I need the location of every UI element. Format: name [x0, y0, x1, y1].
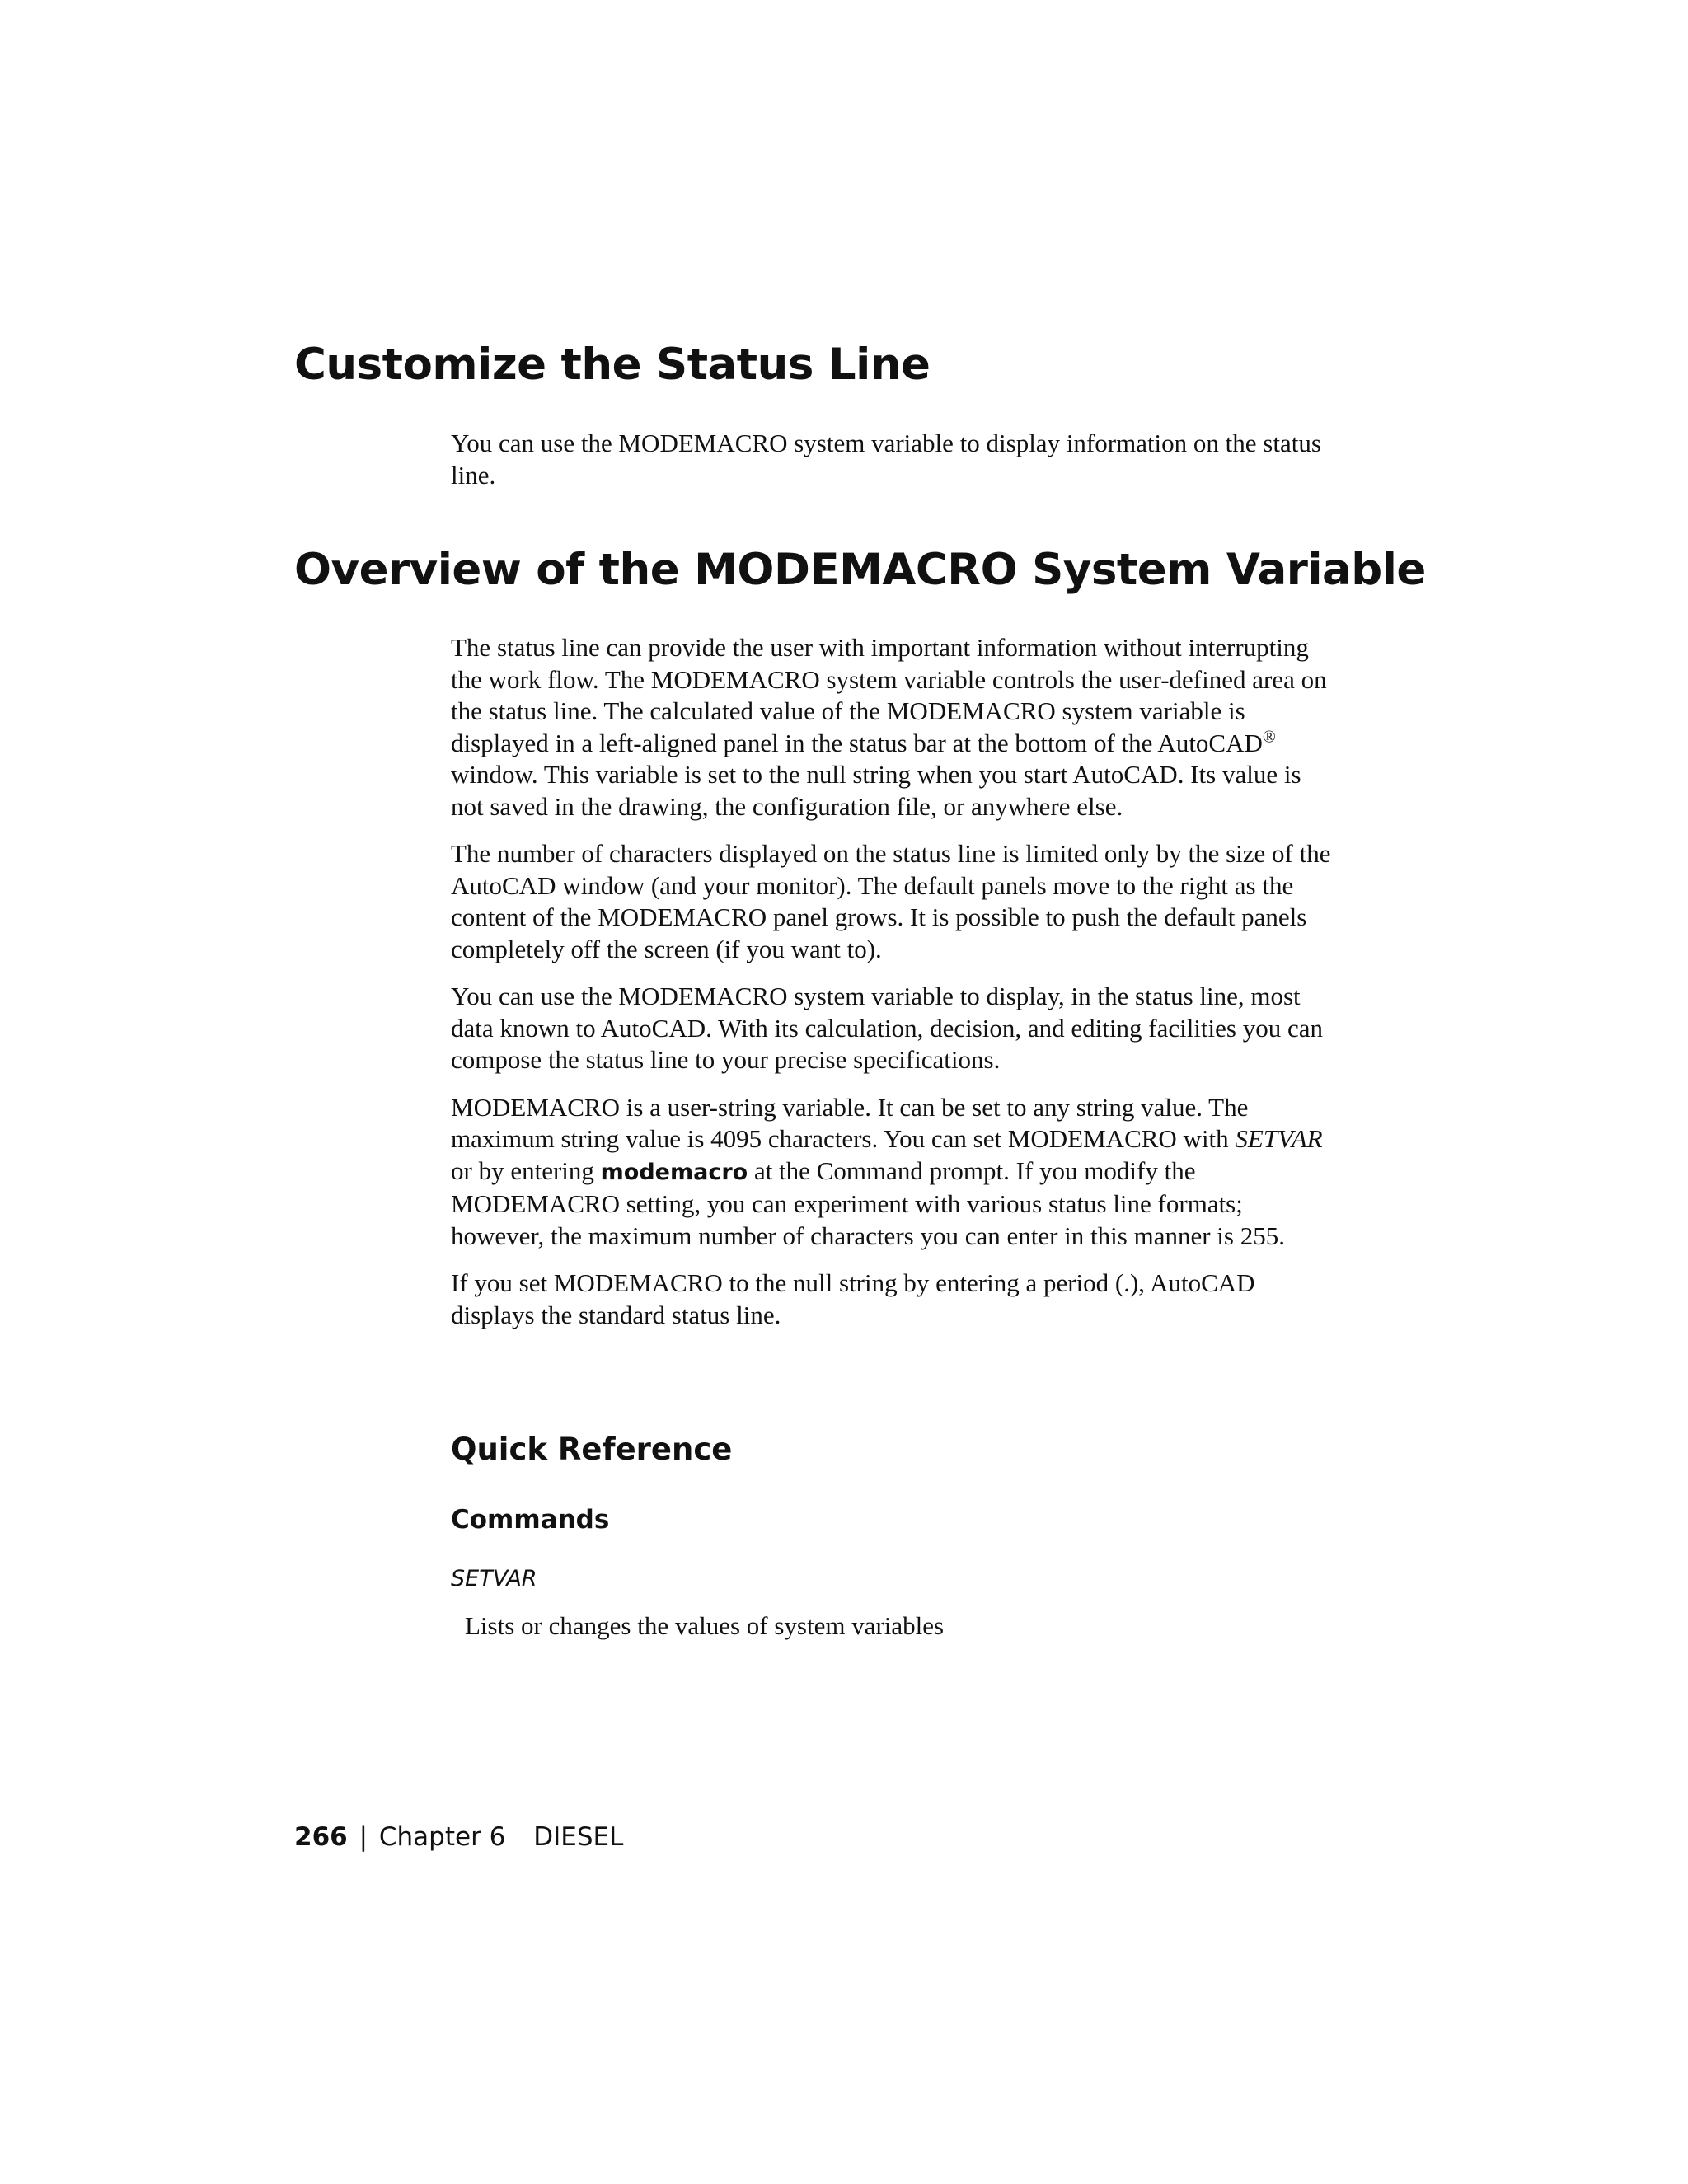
overview-paragraph-2: The number of characters displayed on the status line is limited only by the size of the AutoCAD window (and your monitor). The default panels move to the right as the content of the MODEMACRO panel grows. It is possible to push the default panels completely off the screen (if you want to). [451, 839, 1331, 963]
p1-text-a: The status line can provide the user with important information without interrupting the work flow. The MODEMACRO system variable controls the user-defined area on the status line. The calculated value of the MODEMACRO system variable is displayed in a left-aligned panel in the status bar at the bottom of the AutoCAD [451, 633, 1327, 757]
p4-text-c: at the Command prompt. If you modify the MODEMACRO setting, you can experiment with various status line formats; however, the maximum number of characters you can enter in this manner is 255. [451, 1155, 1285, 1250]
registered-mark: ® [1262, 726, 1276, 747]
p4-text-a: MODEMACRO is a user-string variable. It can be set to any string value. The maximum string value is 4095 characters. You can set MODEMACRO with [451, 1092, 1249, 1153]
footer-chapter: Chapter 6 [378, 1822, 506, 1852]
section-heading-customize-status-line: Customize the Status Line [294, 340, 931, 390]
page-footer [294, 1820, 623, 1854]
overview-paragraph-5: If you set MODEMACRO to the null string by entering a period (.), AutoCAD displays the standard status line. [451, 1268, 1255, 1329]
page-number: 266 [294, 1822, 348, 1852]
commands-subheading: Commands [451, 1505, 610, 1535]
footer-chapter-title: DIESEL [533, 1822, 624, 1852]
p4-text-b: or by entering [451, 1155, 601, 1185]
command-setvar-description: Lists or changes the values of system variables [465, 1611, 945, 1640]
command-setvar-name: SETVAR [451, 1566, 537, 1591]
footer-separator: | [359, 1822, 368, 1852]
setvar-command-ref: SETVAR [1235, 1124, 1323, 1153]
intro-paragraph-block [451, 428, 1333, 491]
overview-paragraph-1 [451, 632, 1333, 823]
section-heading-modemacro-overview: Overview of the MODEMACRO System Variable [294, 545, 1426, 595]
quick-reference-heading: Quick Reference [451, 1432, 733, 1467]
intro-paragraph: You can use the MODEMACRO system variable to display information on the status line. [451, 429, 1321, 490]
overview-body [451, 632, 1333, 1347]
modemacro-user-input: modemacro [600, 1159, 748, 1185]
overview-paragraph-4 [451, 1092, 1333, 1253]
p1-text-b: window. This variable is set to the null string when you start AutoCAD. Its value is not saved in the drawing, the configuration file, or anywhere else. [451, 760, 1301, 821]
overview-paragraph-3: You can use the MODEMACRO system variable to display, in the status line, most data known to AutoCAD. With its calculation, decision, and editing facilities you can compose the status line to your precise specifications. [451, 982, 1323, 1074]
